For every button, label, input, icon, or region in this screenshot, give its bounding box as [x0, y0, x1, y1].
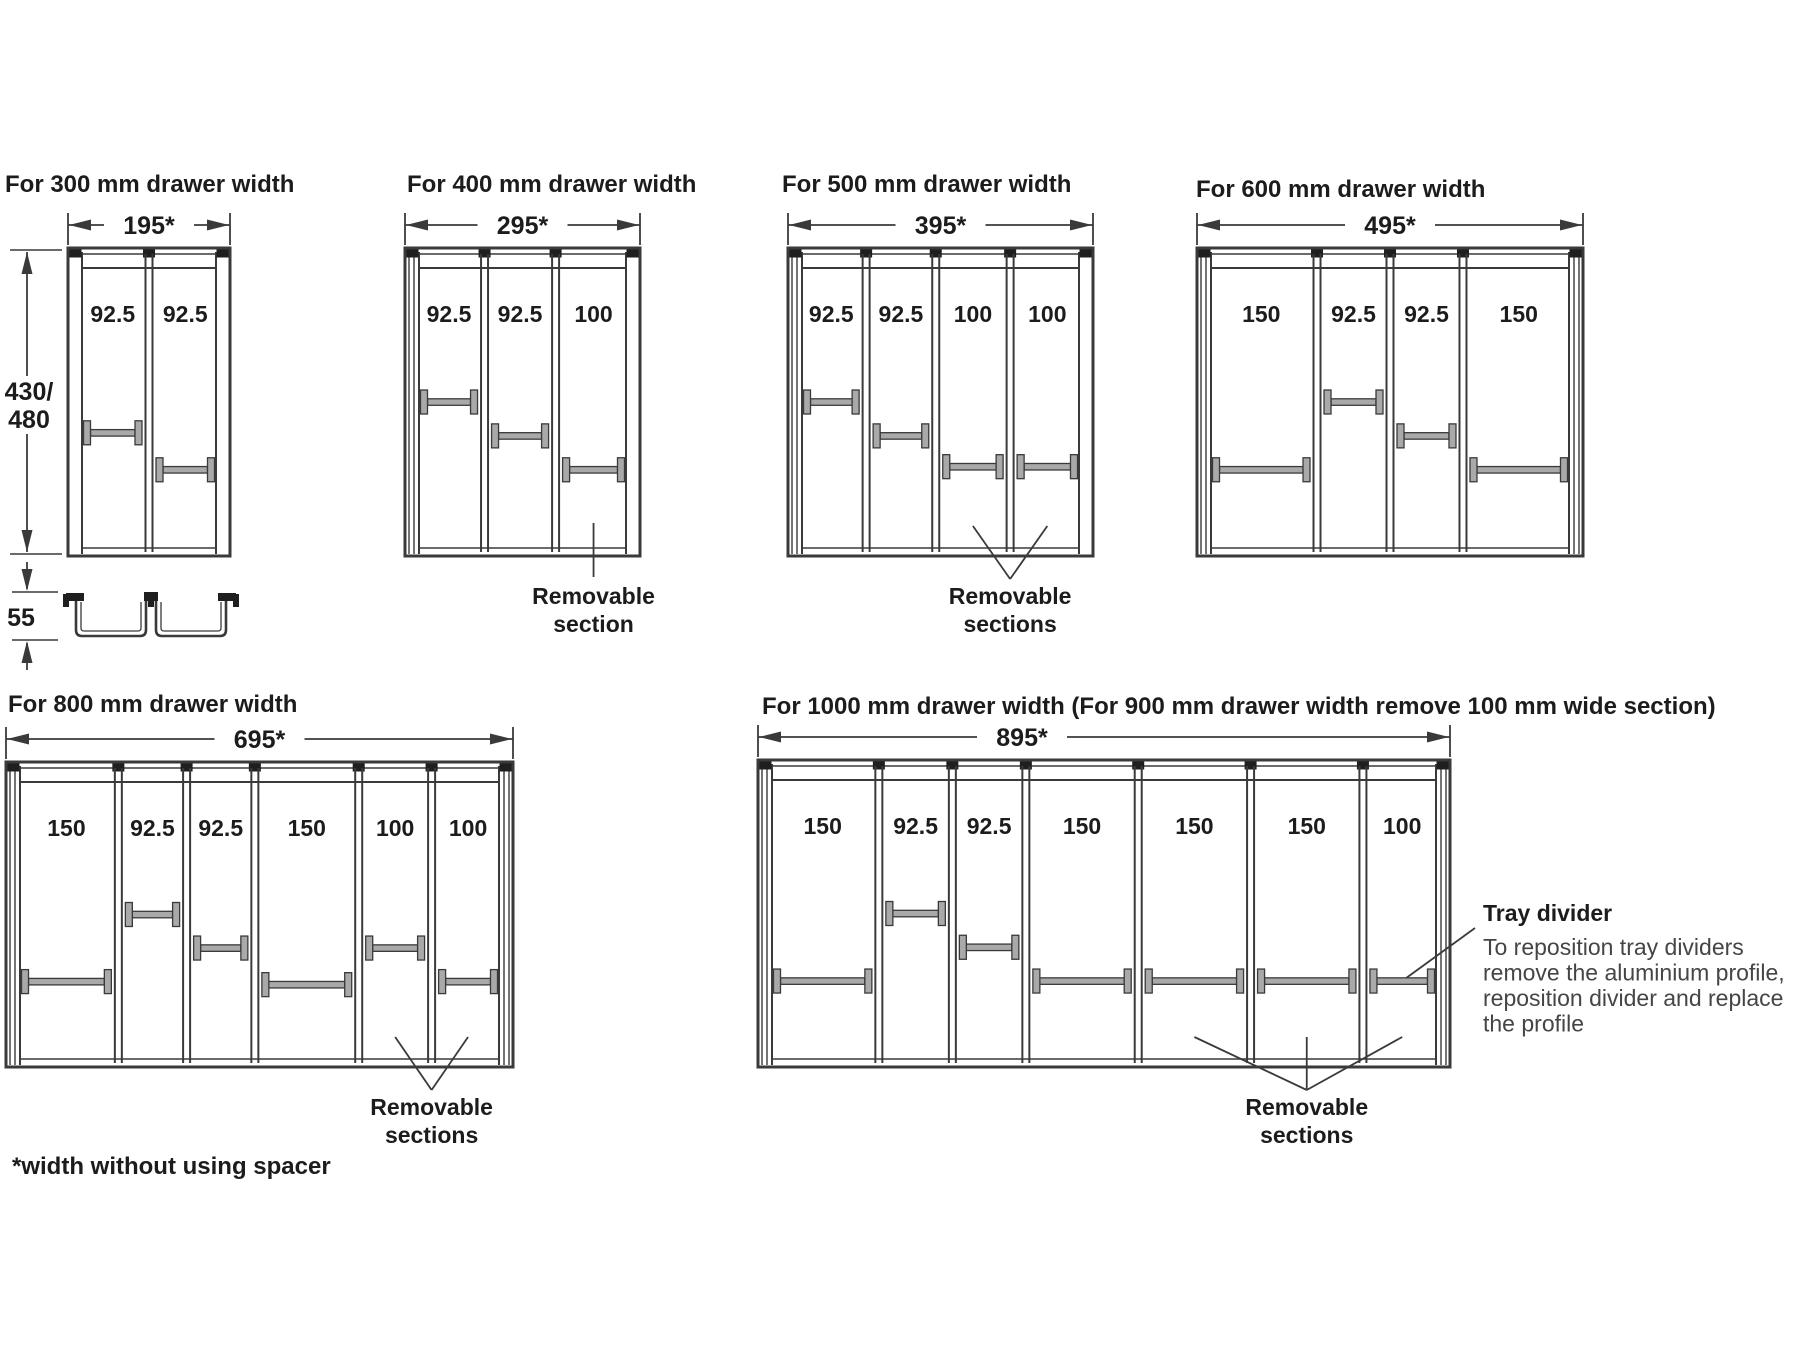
divider-profile [570, 467, 618, 474]
drawer-insert-outline [1197, 248, 1583, 556]
width-dimension-label: 395* [914, 212, 967, 240]
removable-callout-line: Removable [1245, 1094, 1369, 1120]
divider-end-knob [125, 903, 132, 927]
removable-callout-line: Removable [948, 583, 1072, 609]
tray-divider-bar [1370, 969, 1435, 993]
spacer-cap [1570, 250, 1582, 258]
tray-divider-bar [1258, 969, 1356, 993]
divider-profile [1331, 399, 1376, 406]
removable-callout-line: sections [384, 1122, 479, 1148]
divider-profile [1377, 978, 1428, 985]
divider-profile [781, 978, 865, 985]
spacer-cap [1199, 250, 1211, 258]
divider-profile [1220, 467, 1304, 474]
divider-end-knob [804, 390, 811, 414]
divider-end-knob [156, 458, 163, 482]
tray-divider-bar [774, 969, 872, 993]
tray-divider-bar [1145, 969, 1243, 993]
callout-leader-line [395, 1037, 431, 1090]
drawer-insert-outline [68, 248, 230, 556]
divider-end-knob [886, 902, 893, 926]
divider-profile [1477, 467, 1561, 474]
tray-divider-bar [194, 936, 248, 960]
section-width-label: 92.5 [497, 301, 543, 327]
divider-end-knob [1124, 969, 1131, 993]
tray-divider-bar [959, 935, 1019, 959]
panel-title: For 400 mm drawer width [407, 171, 697, 198]
divider-end-knob [491, 970, 498, 994]
divider-profile [811, 399, 853, 406]
tray-divider-bar [563, 458, 625, 482]
divider-end-knob [1145, 969, 1152, 993]
spacer-cap [70, 250, 82, 258]
dimension-arrow [1427, 732, 1449, 743]
divider-profile [1024, 463, 1070, 470]
section-width-label: 92.5 [1404, 301, 1449, 327]
tray-divider-bar [804, 390, 860, 414]
divider-profile [880, 433, 922, 440]
callout-leader-line [432, 1037, 468, 1090]
callout-leader-line [973, 526, 1010, 579]
divider-end-knob [1324, 390, 1331, 414]
dimension-arrow [22, 252, 33, 274]
dimension-arrow [406, 220, 428, 231]
dimension-arrow [22, 530, 33, 552]
divider-end-knob [1370, 969, 1377, 993]
panel-p600 [1196, 176, 1583, 556]
tray-divider-bar [22, 970, 112, 994]
width-dimension-label: 195* [123, 212, 175, 240]
width-dimension-label: 495* [1364, 212, 1416, 240]
rim-hook [63, 594, 69, 607]
panel-title: For 800 mm drawer width [8, 691, 298, 718]
divider-end-knob [84, 421, 91, 445]
divider-end-knob [492, 424, 499, 448]
tray-divider-bar [262, 973, 352, 997]
tray-divider-note-line: To reposition tray dividers [1483, 934, 1744, 960]
tray-cross-section [7, 562, 239, 670]
dimension-arrow [490, 734, 512, 745]
divider-end-knob [439, 970, 446, 994]
spacer-cap [8, 764, 20, 772]
divider-profile [132, 911, 172, 918]
divider-profile [950, 463, 996, 470]
divider-end-knob [1349, 969, 1356, 993]
divider-profile [428, 399, 471, 406]
dimension-arrow [22, 569, 33, 591]
section-width-label: 92.5 [966, 813, 1012, 839]
panel-p400 [405, 171, 696, 637]
divider-end-knob [135, 421, 142, 445]
tub-inner-line [161, 602, 221, 631]
width-dimension-label: 695* [233, 726, 286, 754]
section-width-label: 150 [1287, 813, 1326, 839]
tray-divider-bar [366, 936, 425, 960]
divider-end-knob [208, 458, 215, 482]
divider-end-knob [366, 936, 373, 960]
panel-title: For 1000 mm drawer width (For 900 mm drawer width remove 100 mm wide section) [762, 693, 1716, 720]
section-width-label: 150 [47, 815, 86, 841]
drawer-insert-outline [6, 762, 513, 1067]
divider-profile [446, 978, 491, 985]
divider-profile [91, 430, 136, 437]
divider-end-knob [471, 390, 478, 414]
panel-title: For 600 mm drawer width [1196, 176, 1486, 203]
section-width-label: 150 [1175, 813, 1214, 839]
divider-end-knob [938, 902, 945, 926]
rim-hook [233, 594, 239, 607]
divider-end-knob [1397, 424, 1404, 448]
callout-leader-line [1307, 1037, 1402, 1090]
divider-profile [201, 945, 241, 952]
divider-end-knob [852, 390, 859, 414]
tray-divider-note-line: the profile [1483, 1010, 1585, 1037]
tray-divider-bar [873, 424, 929, 448]
panel-p500 [782, 171, 1093, 637]
divider-end-knob [22, 970, 29, 994]
divider-end-knob [1071, 455, 1078, 479]
spacer-cap [217, 250, 229, 258]
divider-end-knob [173, 903, 180, 927]
divider-profile [269, 981, 345, 988]
divider-profile [1265, 978, 1349, 985]
tray-divider-note-line: remove the aluminium profile, [1483, 959, 1785, 986]
section-width-label: 92.5 [808, 301, 854, 327]
divider-end-knob [1470, 458, 1477, 482]
section-width-label: 92.5 [130, 815, 175, 841]
divider-end-knob [542, 424, 549, 448]
divider-end-knob [262, 973, 269, 997]
tray-divider-bar [492, 424, 549, 448]
height-dimension-label: 430/ [4, 378, 54, 406]
tray-divider-bar [1324, 390, 1383, 414]
tray-divider-note [1406, 900, 1784, 1037]
section-width-label: 92.5 [1331, 301, 1376, 327]
divider-end-knob [1213, 458, 1220, 482]
divider-profile [163, 467, 208, 474]
divider-end-knob [959, 935, 966, 959]
dimension-arrow [69, 220, 91, 231]
divider-end-knob [104, 970, 111, 994]
tray-divider-heading: Tray divider [1483, 900, 1613, 926]
callout-leader-line [1194, 1037, 1306, 1090]
spacer-cap [790, 250, 802, 258]
divider-end-knob [618, 458, 625, 482]
divider-profile [1040, 978, 1124, 985]
dimension-arrow [617, 220, 639, 231]
divider-end-knob [421, 390, 428, 414]
divider-end-knob [865, 969, 872, 993]
divider-end-knob [418, 936, 425, 960]
panel-title: For 500 mm drawer width [782, 171, 1072, 198]
divider-profile [499, 433, 542, 440]
divider-profile [893, 910, 939, 917]
tray-divider-bar [1470, 458, 1568, 482]
divider-end-knob [1561, 458, 1568, 482]
section-width-label: 92.5 [198, 815, 244, 841]
divider-end-knob [345, 973, 352, 997]
divider-profile [966, 944, 1012, 951]
tray-divider-bar [125, 903, 179, 927]
divider-end-knob [1237, 969, 1244, 993]
section-width-label: 150 [1062, 813, 1102, 839]
spacer-cap [500, 764, 512, 772]
section-width-label: 150 [287, 815, 326, 841]
rim-hook [148, 599, 154, 607]
tray-divider-bar [943, 455, 1003, 479]
height-dimension-label: 480 [8, 406, 50, 434]
section-width-label: 100 [1028, 301, 1067, 327]
section-width-label: 92.5 [90, 301, 136, 327]
panel-p800 [6, 691, 513, 1148]
section-width-label: 100 [953, 301, 993, 327]
dimension-arrow [1560, 220, 1582, 231]
section-width-label: 92.5 [878, 301, 924, 327]
divider-end-knob [1428, 969, 1435, 993]
spacer-cap [760, 762, 772, 770]
dimension-arrow [1070, 220, 1092, 231]
section-width-label: 100 [448, 815, 488, 841]
section-width-label: 92.5 [426, 301, 472, 327]
divider-profile [1404, 433, 1449, 440]
divider-end-knob [1033, 969, 1040, 993]
tray-divider-bar [421, 390, 478, 414]
removable-callout-line: Removable [370, 1094, 493, 1120]
section-width-label: 100 [574, 301, 613, 327]
tray-divider-bar [1397, 424, 1456, 448]
removable-callout-line: section [553, 611, 634, 637]
section-width-label: 100 [1383, 813, 1422, 839]
divider-profile [29, 978, 105, 985]
divider-end-knob [996, 455, 1003, 479]
width-dimension-label: 295* [496, 212, 549, 240]
dimension-arrow [789, 220, 811, 231]
divider-end-knob [194, 936, 201, 960]
removable-callout-line: sections [1260, 1122, 1354, 1148]
divider-end-knob [943, 455, 950, 479]
section-width-label: 100 [375, 815, 415, 841]
tray-divider-bar [439, 970, 498, 994]
section-width-label: 150 [803, 813, 842, 839]
divider-end-knob [1012, 935, 1019, 959]
dimension-arrow [7, 734, 29, 745]
section-width-label: 92.5 [893, 813, 938, 839]
section-width-label: 150 [1242, 301, 1281, 327]
callout-leader-line [1010, 526, 1047, 579]
spacer-cap [627, 250, 639, 258]
divider-end-knob [563, 458, 570, 482]
divider-end-knob [873, 424, 880, 448]
divider-end-knob [241, 936, 248, 960]
tray-divider-bar [84, 421, 143, 445]
tray-divider-bar [156, 458, 215, 482]
divider-end-knob [774, 969, 781, 993]
divider-profile [1152, 978, 1236, 985]
section-width-label: 92.5 [162, 301, 208, 327]
spacer-cap [1080, 250, 1092, 258]
tray-divider-note-line: reposition divider and replace [1483, 985, 1784, 1011]
tub-inner-line [81, 602, 141, 631]
removable-callout-line: sections [963, 611, 1057, 637]
divider-end-knob [1449, 424, 1456, 448]
dimension-arrow [22, 641, 33, 663]
tray-divider-bar [1017, 455, 1077, 479]
spacer-footnote: *width without using spacer [12, 1153, 331, 1180]
divider-end-knob [1258, 969, 1265, 993]
depth-dimension-label: 55 [7, 604, 35, 632]
tray-divider-bar [1213, 458, 1311, 482]
divider-end-knob [922, 424, 929, 448]
divider-end-knob [1303, 458, 1310, 482]
panel-title: For 300 mm drawer width [5, 171, 295, 198]
dimension-arrow [1198, 220, 1220, 231]
drawer-insert-outline [758, 760, 1450, 1067]
spacer-cap [407, 250, 419, 258]
panel-p300 [5, 171, 295, 670]
tray-divider-bar [1033, 969, 1131, 993]
divider-end-knob [1376, 390, 1383, 414]
divider-profile [373, 945, 418, 952]
section-width-label: 150 [1499, 301, 1538, 327]
divider-end-knob [1017, 455, 1024, 479]
width-dimension-label: 895* [996, 724, 1048, 752]
tray-divider-bar [886, 902, 946, 926]
dimension-arrow [759, 732, 781, 743]
dimension-arrow [207, 220, 229, 231]
spacer-cap [1437, 762, 1449, 770]
removable-callout-line: Removable [532, 583, 655, 609]
